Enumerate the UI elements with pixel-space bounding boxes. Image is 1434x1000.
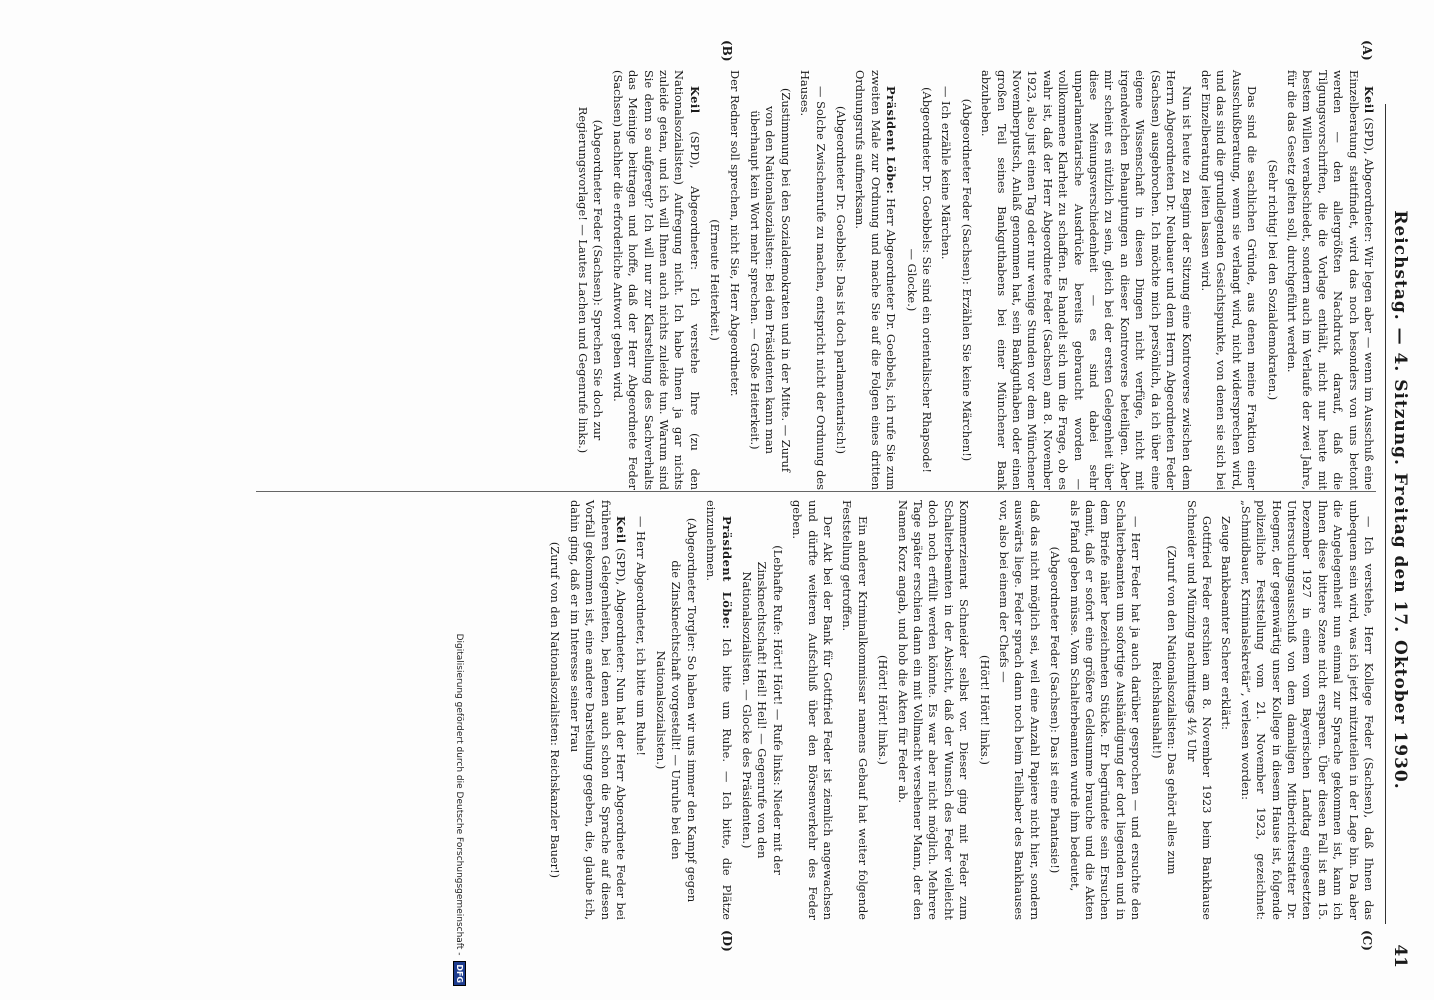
interjection: (Abgeordneter Torgler: So haben wir uns immer den Kampf gegen die Zinsknechtschaft vorgestellt! — Unruhe bei den Nationalsozialisten.) [653,517,699,903]
interjection: (Zuruf von den Nationalsozialisten: Das gehört alles zum Reichshaushalt!) [1149,545,1180,875]
speaker-name: Keil [614,516,629,544]
left-column [570,70,1377,490]
paragraph: (SPD), Abgeordneter: Wir legen aber — wenn im Ausschuß eine Einzelberatung stattfindet, wird das noch besonders von uns betont werden — den allergrößten Nachdruck darauf, daß die Tilgungsvorschriften, die die Vorlage enthält, nicht nur heute mit bestem Willen verabschiedet, sondern auch im Verlaufe der zwei Jahre, für die das Gesetz gelten soll, durchgeführt werden. [1284,70,1376,490]
paragraph: Ich bitte um Ruhe. — Ich bitte, die Plätze einzunehmen. [704,500,734,921]
speaker-name: Präsident Löbe: [884,86,899,195]
interjection: (Sehr richtig! bei den Sozialdemokraten.) [1265,159,1280,401]
paragraph: Das sind die sachlichen Gründe, aus denen meine Fraktion einer Ausschußberatung, wenn sie verlangt wird, nicht widersprechen wird, und das sind die grundlegenden Gesichtspunkte, von denen sie sich bei der Einzelberatung leiten lassen wird. [1198,70,1260,490]
credit-text: Digitalisierung gefördert durch die Deutsche Forschungsgemeinschaft - [454,633,464,956]
interjection: (Abgeordneter Feder (Sachsen): Sprechen Sie doch zur Regierungsvorlage! — Lautes Lachen und Gegenrufe links.) [575,106,606,454]
margin-mark-c: (C) [1360,930,1374,951]
interjection: (Abgeordneter Feder (Sachsen): Das ist eine Phantasie!) [1048,546,1063,874]
interjection: (Abgeordneter Dr. Goebbels: Das ist doch parlamentarisch!) [834,105,848,455]
dfg-logo: DFG [453,961,466,986]
page-number: 41 [1390,944,1410,968]
quote-line: Der Akt bei der Bank für Gottfried Feder ist ziemlich angewachsen und dürfte weiteren Aufschluß über den Börsenverkehr des Feder geben. [790,500,835,920]
interjection: (Hört! Hört! links.) [876,655,891,765]
interjection: (Hört! Hört! links.) [977,655,992,765]
paragraph: Nun ist heute zu Beginn der Sitzung eine Kontroverse zwischen dem Herrn Abgeordneten Dr. Neubauer und dem Herrn Abgeordneten Feder (Sachsen) ausgebrochen. Ich möchte mich persönlich, da ich über eine eigene Wissenschaft in diesen Dingen nicht verfüge, nicht mit irgendwelchen Behauptungen an dieser Kontroverse beteiligen. Aber mir scheint es nützlich zu sein, gleich bei der ersten Gelegenheit über diese Meinungsverschiedenheit — es sind dabei sehr unparlamentarische Ausdrücke bereits gebraucht worden — vollkommene Klarheit zu schaffen. Es handelt sich um die Frage, ob es wahr ist, daß der Herr Abgeordnete Feder (Sachsen) am 8. November 1923, also just einen Tag oder nur wenige Stunden vor dem Münchener Novemberputsch, Anlaß genommen hat, sein Bankguthaben oder einen großen Teil seines Bankguthabens bei einer Münchener Bank abzuheben. [979,70,1194,490]
margin-mark-b: (B) [720,40,734,62]
paragraph: — Ich verstehe, Herr Kollege Feder (Sachsen), daß Ihnen das unbequem sein wird, was ich jetzt mitzuteilen in der Lage bin. Da aber die Angelegenheit nun einmal zur Sprache gekommen ist, kann ich Ihnen diese bittere Szene nicht ersparen. Über diesen Fall ist am 15. Dezember 1927 in einem vom Bayerischen Landtag eingesetzten Untersuchungsausschuß von dem damaligen Mitberichterstatter Dr. Hoegner, der gegenwärtig unser Kollege in diesem Hause ist, folgende polizeiliche Feststellung vom 21. November 1923, gezeichnet: „Schmidbauer, Kriminalsekretär“, verlesen worden: [1238,500,1376,920]
interjection: (Zuruf von den Nationalsozialisten: Reichskanzler Bauer!) [548,541,563,879]
paragraph: (SPD), Abgeordneter: Nun hat der Herr Abgeordnete Feder bei früheren Gelegenheiten, bei denen auch schon die Sprache auf diesen Vorfall gekommen ist, eine andere Darstellung gegeben, die, glaube ich, dahin ging, daß er im Interesse seiner Frau [567,500,629,921]
column-separator [256,491,1376,492]
paragraph: (SPD), Abgeordneter: Ich verstehe Ihre (zu den Nationalsozialisten) Aufregung nicht. Ich habe Ihnen ja gar nichts zuleide getan, und ich will Ihnen auch nichts zuleide tun. Warum sind Sie denn so aufgeregt? Ich will nur zur Klarstellung des Sachverhalts das Meinige beitragen und hoffe, daß der Herr Abgeordnete Feder (Sachsen) nachher die erforderliche Antwort geben wird. [610,70,702,491]
paragraph: — Solche Zwischenrufe zu machen, entspricht nicht der Ordnung des Hauses. [798,70,828,490]
interjection: (Abgeordneter Dr. Goebbels: Sie sind ein orientalischer Rhapsode! — Glocke.) [904,87,935,473]
paragraph: — Herr Feder hat ja auch darüber gesprochen — und ersuchte den Schalterbeamten um sofortige Aushändigung der dort liegenden und in dem Briefe näher bezeichneten Stücke. Er begründete sein Ersuchen damit, daß er sofort eine größere Geldsumme brauche und die Akten als Pfand geben müsse. Vom Schalterbeamten wurde ihm bedeutet, [1067,500,1144,920]
interjection: (Lebhafte Rufe: Hört! Hört! — Rufe links: Nieder mit der Zinsknechtschaft! Heil! Heil! — Gegenrufe von den Nationalsozialisten. — Glocke des Präsidenten.) [739,545,785,875]
paragraph: — Ich erzähle keine Märchen. [939,86,954,260]
paragraph: — Herr Abgeordneter, ich bitte um Ruhe! [633,516,648,756]
interjection: (Abgeordneter Feder (Sachsen): Erzählen Sie keine Märchen!) [959,98,974,462]
paragraph: Der Redner soll sprechen, nicht Sie, Herr Abgeordneter. [727,70,742,397]
paragraph: Ein anderer Kriminalkommissar namens Gebauf hat weiter folgende Feststellung getroffen. [840,500,870,920]
page-footer [442,0,472,1000]
speaker-name: Präsident Löbe: [719,516,734,630]
margin-mark-a: (A) [1360,40,1374,61]
digitization-credit [453,634,466,986]
paragraph: Herr Abgeordneter Dr. Goebbels, ich rufe Sie zum zweiten Male zur Ordnung und mache Sie auf die Folgen eines dritten Ordnungsrufs aufmerksam. [853,70,899,490]
header-rule [1385,104,1386,924]
paragraph: daß das nicht möglich sei, weil eine Anzahl Papiere nicht hier, sondern auswärts liege. Feder sprach dann noch beim Teilhaber des Bankhauses vor, also bei einem der Chefs — [997,500,1042,920]
page-title: Reichstag. — 4. Sitzung. Freitag den 17. Oktober 1930. [1390,210,1410,790]
interjection: (Zustimmung bei den Sozialdemokraten und in der Mitte. — Zuruf von den Nationalsozialisten: Bei dem Präsidenten kann man überhaupt kein Wort mehr sprechen. — Große Heiterkeit.) [747,87,793,473]
quote-line: Zeuge Bankbeamter Scherer erklärt: [1219,516,1234,730]
right-column [542,500,1376,920]
page-header [1380,0,1420,1000]
quote-line: Gottfried Feder erschien am 8. November 1923 beim Bankhause Schneider und Münzing nachmittags 4½ Uhr [1184,500,1214,920]
paragraph: Kommerzienrat Schneider selbst vor. Dieser ging mit Feder zum Schalterbeamten in der Absicht, daß der Wunsch des Feder vielleicht doch noch erfüllt werden könnte. Es war aber nicht möglich. Mehrere Tage später erschien dann ein mit Vollmacht versehener Mann, der den Namen Korz angab, und hob die Akten für Feder ab. [895,500,972,920]
margin-mark-d: (D) [720,930,734,952]
interjection: (Erneute Heiterkeit.) [708,219,723,341]
speaker-name: Keil [1362,86,1376,114]
speaker-name: Keil [687,86,702,114]
